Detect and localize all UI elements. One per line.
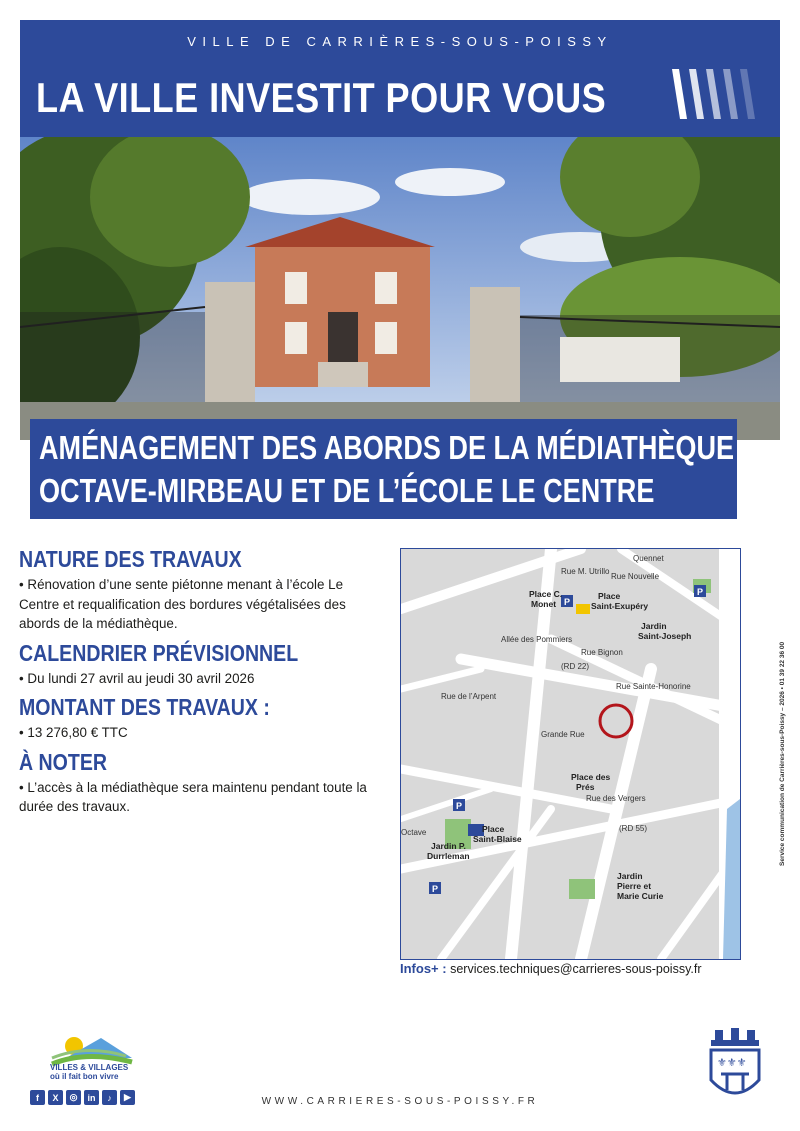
infos-email-link[interactable]: services.techniques@carrieres-sous-poissy.fr bbox=[450, 962, 702, 976]
svg-text:P: P bbox=[697, 587, 704, 597]
section-heading-amount: MONTANT DES TRAVAUX : bbox=[19, 694, 270, 720]
svg-text:Allée des Pommiers: Allée des Pommiers bbox=[501, 635, 573, 644]
section-heading-nature: NATURE DES TRAVAUX bbox=[19, 546, 242, 572]
headline: LA VILLE INVESTIT POUR VOUS bbox=[36, 74, 607, 121]
svg-text:Prés: Prés bbox=[576, 782, 595, 792]
mediatheque-photo bbox=[20, 137, 780, 440]
instagram-icon[interactable]: ◎ bbox=[66, 1090, 81, 1105]
website-link[interactable]: WWW.CARRIERES-SOUS-POISSY.FR bbox=[261, 1096, 539, 1107]
svg-text:Saint-Joseph: Saint-Joseph bbox=[638, 631, 692, 641]
svg-text:Rue M. Utrillo: Rue M. Utrillo bbox=[561, 567, 610, 576]
svg-text:Rue Nouvelle: Rue Nouvelle bbox=[611, 572, 660, 581]
section-heading-calendar: CALENDRIER PRÉVISIONNEL bbox=[19, 639, 299, 666]
svg-text:Grande Rue: Grande Rue bbox=[541, 730, 585, 739]
svg-text:(RD 22): (RD 22) bbox=[561, 662, 590, 671]
svg-text:(RD 55): (RD 55) bbox=[619, 824, 648, 833]
vv-line-1: VILLES & VILLAGES bbox=[50, 1063, 129, 1072]
svg-text:P: P bbox=[432, 884, 439, 894]
villes-villages-text bbox=[50, 1063, 128, 1081]
linkedin-icon[interactable]: in bbox=[84, 1090, 99, 1105]
credit-text: Service communication de Carrières-sous-Poissy – 2026 • 01 39 22 36 00 bbox=[779, 641, 786, 866]
svg-text:Saint-Blaise: Saint-Blaise bbox=[473, 834, 522, 844]
section-heading-note: À NOTER bbox=[19, 748, 107, 775]
svg-text:Jardin: Jardin bbox=[641, 621, 667, 631]
project-title-box bbox=[30, 419, 737, 519]
svg-text:Saint-Exupéry: Saint-Exupéry bbox=[591, 601, 649, 611]
stripes-decoration bbox=[670, 65, 760, 123]
infos-line bbox=[400, 961, 702, 976]
svg-text:Rue Sainte-Honorine: Rue Sainte-Honorine bbox=[616, 682, 691, 691]
project-title-line-2: OCTAVE-MIRBEAU ET DE L’ÉCOLE LE CENTRE bbox=[39, 472, 655, 509]
section-text-nature: • Rénovation d’une sente piétonne menant à l’école Le Centre et requalification des bordures végétalisées des abords de la médiathèque. bbox=[19, 577, 346, 631]
project-title-line-1: AMÉNAGEMENT DES ABORDS DE LA MÉDIATHÈQUE bbox=[39, 429, 735, 466]
section-text-calendar: • Du lundi 27 avril au jeudi 30 avril 2026 bbox=[19, 670, 255, 686]
svg-text:Rue des Vergers: Rue des Vergers bbox=[586, 794, 646, 803]
svg-text:Quennet: Quennet bbox=[633, 554, 664, 563]
svg-text:Marie Curie: Marie Curie bbox=[617, 891, 664, 901]
town-name: VILLE DE CARRIÈRES-SOUS-POISSY bbox=[187, 34, 613, 49]
infos-label: Infos+ : bbox=[400, 961, 447, 976]
section-text-note: • L’accès à la médiathèque sera maintenu pendant toute la durée des travaux. bbox=[19, 779, 367, 814]
svg-text:Place: Place bbox=[482, 824, 505, 834]
svg-text:Rue de l’Arpent: Rue de l’Arpent bbox=[441, 692, 497, 701]
svg-text:⚜⚜⚜: ⚜⚜⚜ bbox=[717, 1056, 747, 1069]
svg-text:P: P bbox=[564, 597, 571, 607]
svg-text:Place des: Place des bbox=[571, 772, 611, 782]
villes-villages-logo bbox=[46, 1030, 146, 1090]
svg-text:Jardin P.: Jardin P. bbox=[431, 841, 466, 851]
svg-text:Octave: Octave bbox=[401, 828, 427, 837]
svg-text:Place: Place bbox=[598, 591, 621, 601]
x-icon[interactable]: X bbox=[48, 1090, 63, 1105]
vv-line-2: où il fait bon vivre bbox=[50, 1072, 119, 1081]
svg-text:Rue Bignon: Rue Bignon bbox=[581, 648, 623, 657]
svg-text:P: P bbox=[456, 801, 463, 811]
location-map bbox=[400, 548, 741, 960]
svg-text:Place C.: Place C. bbox=[529, 589, 563, 599]
facebook-icon[interactable]: f bbox=[30, 1090, 45, 1105]
svg-text:Jardin: Jardin bbox=[617, 871, 643, 881]
tiktok-icon[interactable]: ♪ bbox=[102, 1090, 117, 1105]
svg-text:Pierre et: Pierre et bbox=[617, 881, 652, 891]
svg-text:Monet: Monet bbox=[531, 599, 557, 609]
section-text-amount: • 13 276,80 € TTC bbox=[19, 725, 128, 740]
svg-text:Durrleman: Durrleman bbox=[427, 851, 470, 861]
details-column bbox=[19, 546, 374, 823]
header-banner bbox=[20, 20, 780, 137]
town-crest-icon bbox=[707, 1028, 763, 1108]
youtube-icon[interactable]: ▶ bbox=[120, 1090, 135, 1105]
